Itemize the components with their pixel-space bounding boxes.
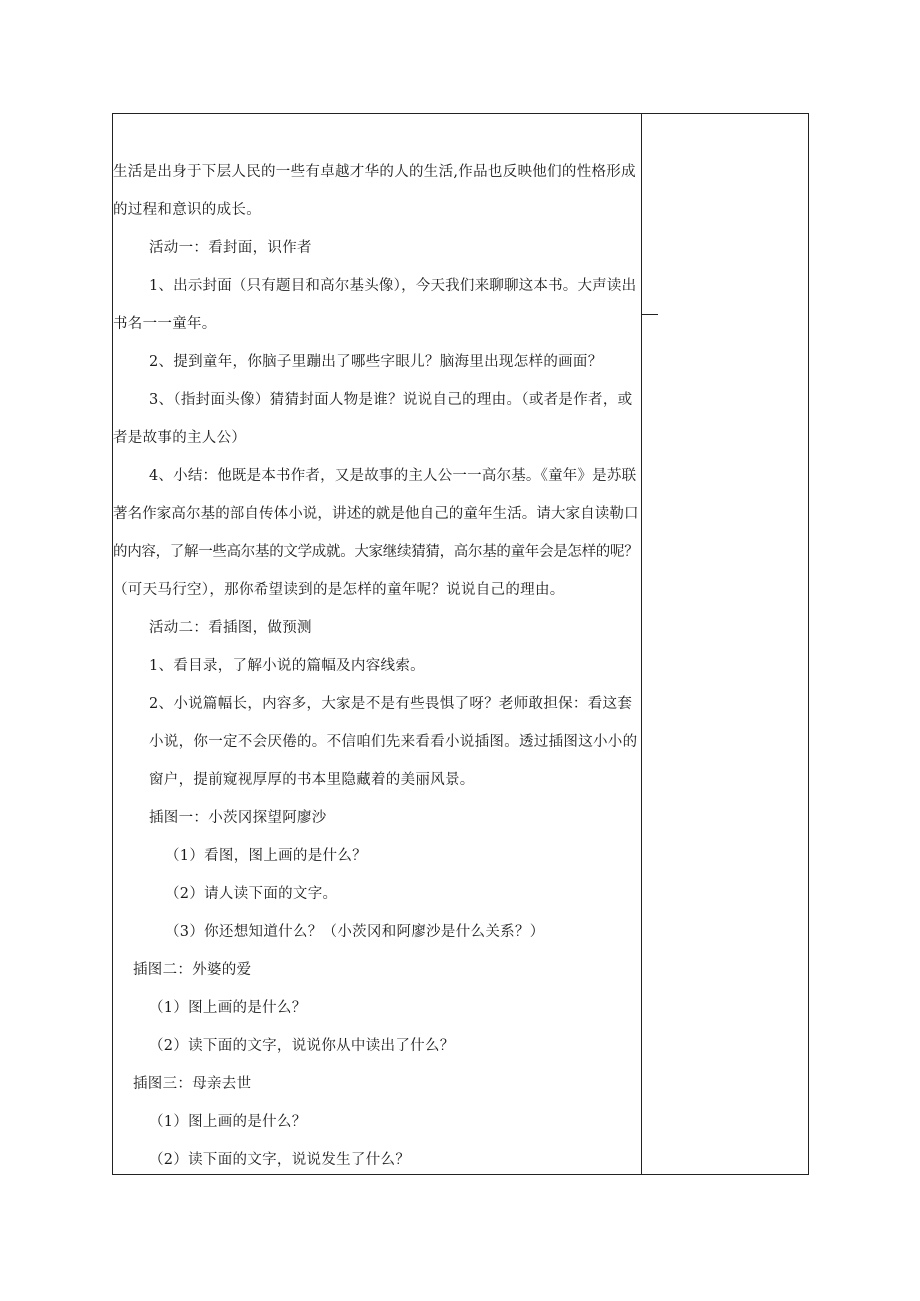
dash-mark <box>642 314 658 315</box>
illustration-heading: 插图一：小茨冈探望阿廖沙 <box>149 810 327 826</box>
paragraph-line: 1、看目录，了解小说的篇幅及内容线索。 <box>149 658 425 674</box>
paragraph-line: 生活是出身于下层人民的一些有卓越才华的人的生活,作品也反映他们的性格形成 <box>113 164 636 180</box>
illustration-heading: 插图三：母亲去世 <box>133 1076 252 1092</box>
activity-heading: 活动二：看插图，做预测 <box>149 620 312 636</box>
paragraph-line: 书名一一童年。 <box>113 316 217 332</box>
list-item: （2）请人读下面的文字。 <box>165 886 338 902</box>
paragraph-line: 的内容，了解一些高尔基的文学成就。大家继续猜猜，高尔基的童年会是怎样的呢？ <box>113 544 639 560</box>
activity-heading: 活动一：看封面，识作者 <box>149 240 312 256</box>
paragraph-line: 2、小说篇幅长，内容多，大家是不是有些畏惧了呀？老师敢担保：看这套 <box>149 696 633 712</box>
list-item: （3）你还想知道什么？（小茨冈和阿廖沙是什么关系？） <box>165 924 545 940</box>
paragraph-line: （可天马行空），那你希望读到的是怎样的童年呢？说说自己的理由。 <box>113 582 565 598</box>
paragraph-line: 窗户，提前窥视厚厚的书本里隐藏着的美丽风景。 <box>149 772 475 788</box>
list-item: （1）图上画的是什么？ <box>149 1000 307 1016</box>
paragraph-line: 2、提到童年，你脑子里蹦出了哪些字眼儿？脑海里出现怎样的画面？ <box>149 354 603 370</box>
column-divider <box>641 113 642 1175</box>
paragraph-line: 者是故事的主人公） <box>113 430 247 446</box>
list-item: （1）看图，图上画的是什么？ <box>165 848 367 864</box>
list-item: （2）读下面的文字，说说你从中读出了什么？ <box>149 1038 455 1054</box>
paragraph-line: 3、（指封面头像）猜猜封面人物是谁？说说自己的理由。（或者是作者，或 <box>149 392 633 408</box>
paragraph-line: 4、小结：他既是本书作者，又是故事的主人公一一高尔基。《童年》是苏联 <box>149 468 637 484</box>
paragraph-line: 著名作家高尔基的部自传体小说，讲述的就是他自己的童年生活。请大家自读勒口 <box>113 506 639 522</box>
paragraph-line: 小说，你一定不会厌倦的。不信咱们先来看看小说插图。透过插图这小小的 <box>149 734 638 750</box>
paragraph-line: 1、出示封面（只有题目和高尔基头像），今天我们来聊聊这本书。大声读出 <box>149 278 637 294</box>
illustration-heading: 插图二：外婆的爱 <box>133 962 252 978</box>
list-item: （2）读下面的文字，说说发生了什么？ <box>149 1152 411 1168</box>
list-item: （1）图上画的是什么？ <box>149 1114 307 1130</box>
paragraph-line: 的过程和意识的成长。 <box>113 202 261 218</box>
